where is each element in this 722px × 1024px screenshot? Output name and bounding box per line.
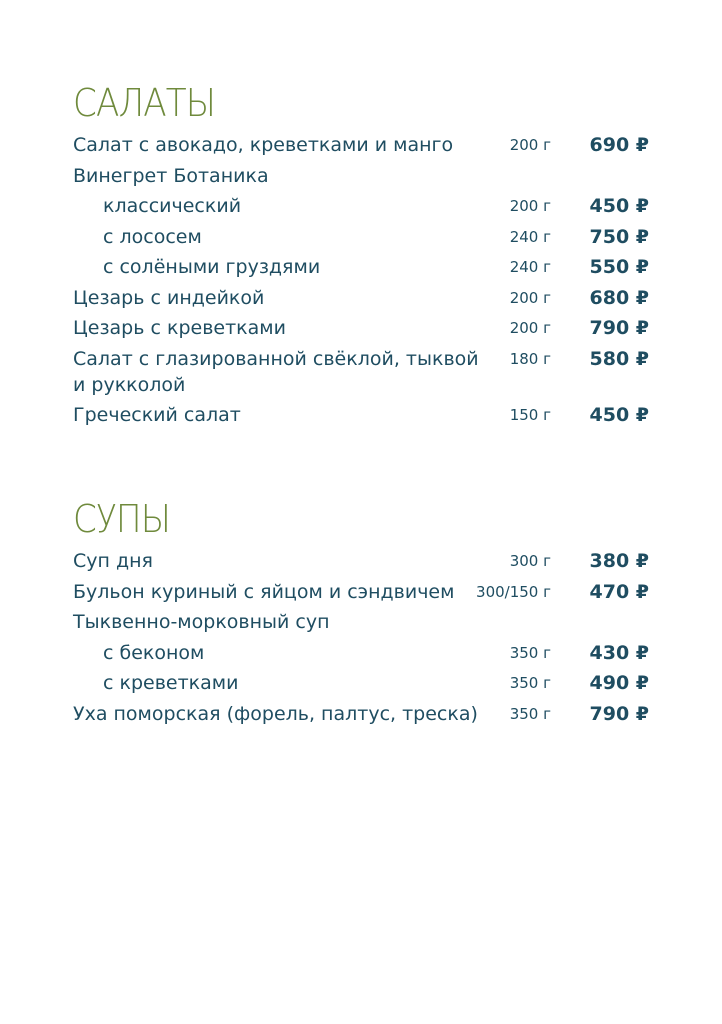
section-title: САЛАТЫ <box>73 81 216 125</box>
menu-item <box>73 132 663 158</box>
menu-item <box>73 701 663 727</box>
item-price: 550 ₽ <box>589 256 649 278</box>
menu-item <box>73 670 663 696</box>
item-price: 750 ₽ <box>589 225 649 248</box>
item-price: 430 ₽ <box>589 641 649 664</box>
item-price: 490 ₽ <box>589 672 649 694</box>
item-name: Цезарь с индейкой <box>73 286 265 309</box>
menu-item <box>73 346 663 398</box>
item-price: 790 ₽ <box>589 317 649 339</box>
item-weight: 150 г <box>509 406 551 424</box>
item-name: Бульон куриный с яйцом и сэндвичем <box>73 580 455 603</box>
item-name: Суп дня <box>73 550 153 572</box>
item-weight: 180 г <box>509 349 551 368</box>
item-price: 580 ₽ <box>589 347 649 370</box>
menu-item <box>73 224 663 250</box>
item-weight: 240 г <box>509 227 551 246</box>
menu-item <box>73 285 663 311</box>
item-name: с лососем <box>103 225 202 248</box>
menu-item <box>73 193 663 219</box>
menu-item <box>73 254 663 280</box>
menu-list <box>73 548 663 727</box>
soups-section <box>73 497 663 727</box>
item-name: Уха поморская (форель, палтус, треска) <box>73 702 478 725</box>
menu-item <box>73 163 663 189</box>
item-weight: 240 г <box>509 258 551 276</box>
menu-list <box>73 132 663 428</box>
item-weight: 200 г <box>509 197 551 215</box>
item-weight: 350 г <box>509 643 551 662</box>
item-weight: 200 г <box>509 319 551 337</box>
item-name: Тыквенно-морковный суп <box>73 611 330 633</box>
item-price: 690 ₽ <box>589 134 649 156</box>
item-price: 680 ₽ <box>589 286 649 309</box>
item-name: Цезарь с креветками <box>73 317 286 339</box>
section-title: СУПЫ <box>73 497 171 541</box>
item-name: Салат с глазированной свёклой, тыквой и рукколой <box>73 347 479 396</box>
item-price: 470 ₽ <box>589 580 649 603</box>
item-name: с беконом <box>103 641 205 664</box>
menu-item <box>73 548 663 574</box>
item-price: 450 ₽ <box>589 195 649 217</box>
item-weight: 350 г <box>509 674 551 692</box>
item-weight: 200 г <box>509 136 551 154</box>
item-price: 380 ₽ <box>589 550 649 572</box>
item-price: 790 ₽ <box>589 702 649 725</box>
item-name: с креветками <box>103 672 239 694</box>
menu-item <box>73 402 663 428</box>
item-name: с солёными груздями <box>103 256 321 278</box>
menu-item <box>73 579 663 605</box>
item-name: Греческий салат <box>73 404 241 426</box>
item-price: 450 ₽ <box>589 404 649 426</box>
item-weight: 300/150 г <box>476 582 551 601</box>
item-weight: 200 г <box>509 288 551 307</box>
item-name: классический <box>103 195 242 217</box>
item-name: Винегрет Ботаника <box>73 164 269 187</box>
item-weight: 350 г <box>509 704 551 723</box>
item-weight: 300 г <box>509 552 551 570</box>
item-name: Салат с авокадо, креветками и манго <box>73 134 454 156</box>
menu-item <box>73 640 663 666</box>
menu-item <box>73 609 663 635</box>
salads-section <box>73 81 663 428</box>
menu-item <box>73 315 663 341</box>
